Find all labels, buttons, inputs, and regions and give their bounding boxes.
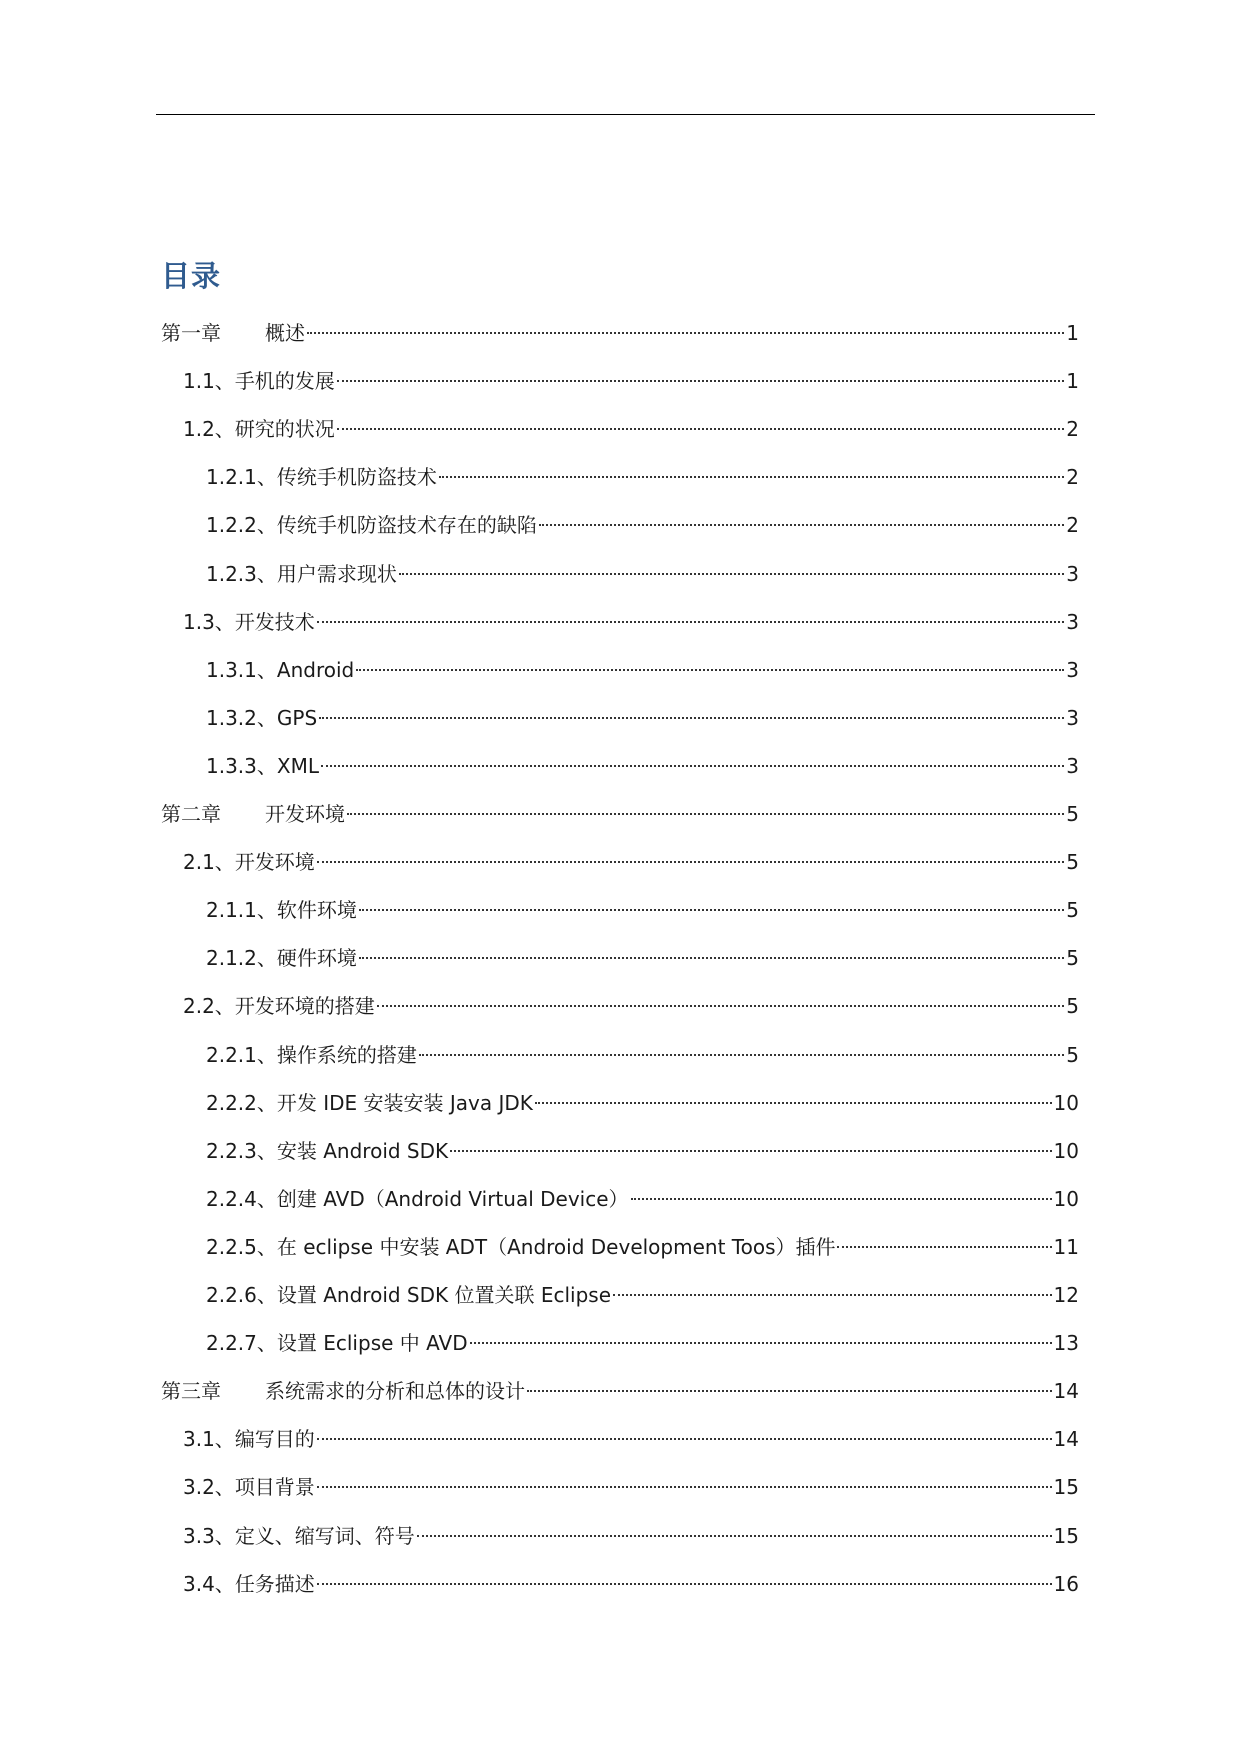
toc-entry-number: 2.2.6、 — [206, 1283, 277, 1307]
toc-entry[interactable] — [183, 1561, 1079, 1596]
toc-entry-label: 概述 — [265, 321, 305, 345]
toc-entry-page-number: 2 — [1066, 513, 1079, 537]
toc-entry-number: 1.2.3、 — [206, 562, 277, 586]
toc-entry-label: 开发 IDE 安装安装 Java JDK — [276, 1091, 533, 1115]
toc-entry-number: 2.2.5、 — [206, 1235, 277, 1259]
toc-entry-page-number: 3 — [1066, 610, 1079, 634]
toc-entry-page-number: 3 — [1066, 754, 1079, 778]
toc-entry-number: 1.1、 — [183, 369, 235, 393]
header-rule — [156, 114, 1095, 115]
toc-entry-page-number: 10 — [1053, 1187, 1079, 1211]
toc-entry-page-number: 12 — [1053, 1283, 1079, 1307]
toc-entry[interactable] — [183, 599, 1079, 634]
toc-entry[interactable] — [161, 310, 1079, 345]
toc-entry[interactable] — [206, 935, 1079, 970]
toc-entry-number: 2.2.7、 — [206, 1331, 277, 1355]
dot-leader — [317, 839, 1064, 869]
toc-entry-number: 2.2.3、 — [206, 1139, 277, 1163]
toc-entry-page-number: 15 — [1053, 1524, 1079, 1548]
dot-leader — [399, 551, 1064, 581]
toc-entry-number: 1.3.2、 — [206, 706, 277, 730]
toc-entry-page-number: 5 — [1066, 898, 1079, 922]
toc-entry[interactable] — [161, 1368, 1079, 1403]
dot-leader — [631, 1176, 1052, 1206]
toc-entry-page-number: 16 — [1053, 1572, 1079, 1596]
toc-entry[interactable] — [183, 839, 1079, 874]
toc-entry-label: 设置 Android SDK 位置关联 Eclipse — [276, 1283, 612, 1307]
dot-leader — [337, 406, 1064, 436]
dot-leader — [613, 1272, 1052, 1302]
toc-entry-label: 操作系统的搭建 — [276, 1043, 417, 1067]
toc-entry-number: 第一章 — [161, 321, 221, 345]
dot-leader — [321, 743, 1064, 773]
toc-entry-label: 传统手机防盗技术 — [276, 465, 437, 489]
dot-leader — [356, 647, 1064, 677]
toc-entry-page-number: 5 — [1066, 946, 1079, 970]
toc-entry-label: 定义、缩写词、符号 — [234, 1524, 415, 1548]
toc-entry-page-number: 1 — [1066, 369, 1079, 393]
toc-entry-page-number: 10 — [1053, 1139, 1079, 1163]
toc-entry-label: 开发环境 — [234, 850, 315, 874]
toc-entry[interactable] — [206, 743, 1079, 778]
toc-entry-label: 用户需求现状 — [276, 562, 397, 586]
dot-leader — [359, 935, 1064, 965]
dot-leader — [359, 887, 1064, 917]
toc-entry[interactable] — [183, 406, 1079, 441]
toc-entry[interactable] — [183, 1513, 1079, 1548]
toc-entry-number: 第三章 — [161, 1379, 221, 1403]
toc-entry-page-number: 5 — [1066, 1043, 1079, 1067]
toc-entry-label: 在 eclipse 中安装 ADT（Android Development Toos）插件 — [276, 1235, 836, 1259]
toc-entry[interactable] — [206, 1320, 1079, 1355]
dot-leader — [439, 454, 1064, 484]
toc-entry-label: 开发环境 — [265, 802, 345, 826]
toc-entry-number: 2.1.2、 — [206, 946, 277, 970]
dot-leader — [527, 1368, 1052, 1398]
dot-leader — [347, 791, 1064, 821]
toc-entry-number: 2.2.4、 — [206, 1187, 277, 1211]
toc-entry[interactable] — [206, 887, 1079, 922]
toc-entry-label: 软件环境 — [276, 898, 357, 922]
toc-entry-label: 传统手机防盗技术存在的缺陷 — [276, 513, 537, 537]
toc-entry-label: 硬件环境 — [276, 946, 357, 970]
dot-leader — [307, 310, 1064, 340]
dot-leader — [417, 1513, 1052, 1543]
toc-entry-page-number: 5 — [1066, 994, 1079, 1018]
dot-leader — [317, 1416, 1052, 1446]
toc-entry[interactable] — [206, 1272, 1079, 1307]
toc-entry-page-number: 14 — [1053, 1427, 1079, 1451]
toc-entry-number: 1.3.3、 — [206, 754, 277, 778]
toc-entry-label: 开发环境的搭建 — [234, 994, 375, 1018]
toc-entry-page-number: 5 — [1066, 802, 1079, 826]
dot-leader — [837, 1224, 1051, 1254]
toc-entry[interactable] — [206, 502, 1079, 537]
toc-entry-number: 1.3.1、 — [206, 658, 277, 682]
toc-entry-number: 1.2.2、 — [206, 513, 277, 537]
toc-entry-number: 第二章 — [161, 802, 221, 826]
toc-entry[interactable] — [206, 454, 1079, 489]
dot-leader — [317, 599, 1064, 629]
toc-entry-number: 3.1、 — [183, 1427, 235, 1451]
dot-leader — [337, 358, 1064, 388]
toc-entry[interactable] — [206, 1080, 1079, 1115]
toc-entry-label: 手机的发展 — [234, 369, 335, 393]
toc-entry-number: 2.2、 — [183, 994, 235, 1018]
toc-entry-page-number: 11 — [1053, 1235, 1079, 1259]
toc-entry[interactable] — [183, 1416, 1079, 1451]
toc-entry-label: GPS — [276, 706, 318, 730]
toc-entry[interactable] — [206, 695, 1079, 730]
dot-leader — [419, 1032, 1064, 1062]
toc-entry-label: 安装 Android SDK — [276, 1139, 449, 1163]
toc-entry-label: 系统需求的分析和总体的设计 — [265, 1379, 525, 1403]
toc-entry-label: XML — [276, 754, 319, 778]
page-title: 目录 — [161, 259, 222, 293]
toc-entry[interactable] — [206, 1176, 1079, 1211]
dot-leader — [539, 502, 1064, 532]
toc-entry-label: 项目背景 — [234, 1475, 315, 1499]
toc-entry-label: 任务描述 — [234, 1572, 315, 1596]
toc-entry-number: 2.1、 — [183, 850, 235, 874]
toc-entry-number: 2.2.2、 — [206, 1091, 277, 1115]
toc-entry[interactable] — [183, 358, 1079, 393]
dot-leader — [317, 1464, 1052, 1494]
dot-leader — [319, 695, 1064, 725]
toc-entry-page-number: 1 — [1066, 321, 1079, 345]
toc-entry-label: 创建 AVD（Android Virtual Device） — [276, 1187, 629, 1211]
toc-entry-page-number: 10 — [1053, 1091, 1079, 1115]
dot-leader — [450, 1128, 1051, 1158]
toc-entry-number: 3.4、 — [183, 1572, 235, 1596]
dot-leader — [377, 983, 1064, 1013]
toc-entry-label: 编写目的 — [234, 1427, 315, 1451]
toc-entry-number: 2.2.1、 — [206, 1043, 277, 1067]
toc-entry-label: 设置 Eclipse 中 AVD — [276, 1331, 468, 1355]
toc-entry-page-number: 13 — [1053, 1331, 1079, 1355]
toc-entry-page-number: 15 — [1053, 1475, 1079, 1499]
dot-leader — [317, 1561, 1052, 1591]
toc-entry-number: 1.2、 — [183, 417, 235, 441]
toc-entry-number: 3.2、 — [183, 1475, 235, 1499]
toc-entry-label: Android — [276, 658, 355, 682]
toc-entry[interactable] — [183, 1464, 1079, 1499]
toc-entry[interactable] — [206, 1128, 1079, 1163]
toc-entry-number: 1.2.1、 — [206, 465, 277, 489]
toc-entry-label: 开发技术 — [234, 610, 315, 634]
toc-entry-page-number: 14 — [1053, 1379, 1079, 1403]
toc-entry[interactable] — [206, 1224, 1079, 1259]
toc-entry-number: 2.1.1、 — [206, 898, 277, 922]
toc-entry-page-number: 5 — [1066, 850, 1079, 874]
toc-entry-label: 研究的状况 — [234, 417, 335, 441]
toc-entry-page-number: 3 — [1066, 658, 1079, 682]
dot-leader — [535, 1080, 1052, 1110]
toc-entry-page-number: 2 — [1066, 417, 1079, 441]
toc-entry-page-number: 3 — [1066, 706, 1079, 730]
toc-entry-number: 3.3、 — [183, 1524, 235, 1548]
toc-entry[interactable] — [183, 983, 1079, 1018]
dot-leader — [470, 1320, 1052, 1350]
toc-entry[interactable] — [206, 1032, 1079, 1067]
toc-entry[interactable] — [206, 647, 1079, 682]
toc-entry[interactable] — [161, 791, 1079, 826]
toc-entry-page-number: 3 — [1066, 562, 1079, 586]
toc-entry-page-number: 2 — [1066, 465, 1079, 489]
toc-entry-number: 1.3、 — [183, 610, 235, 634]
toc-entry[interactable] — [206, 551, 1079, 586]
